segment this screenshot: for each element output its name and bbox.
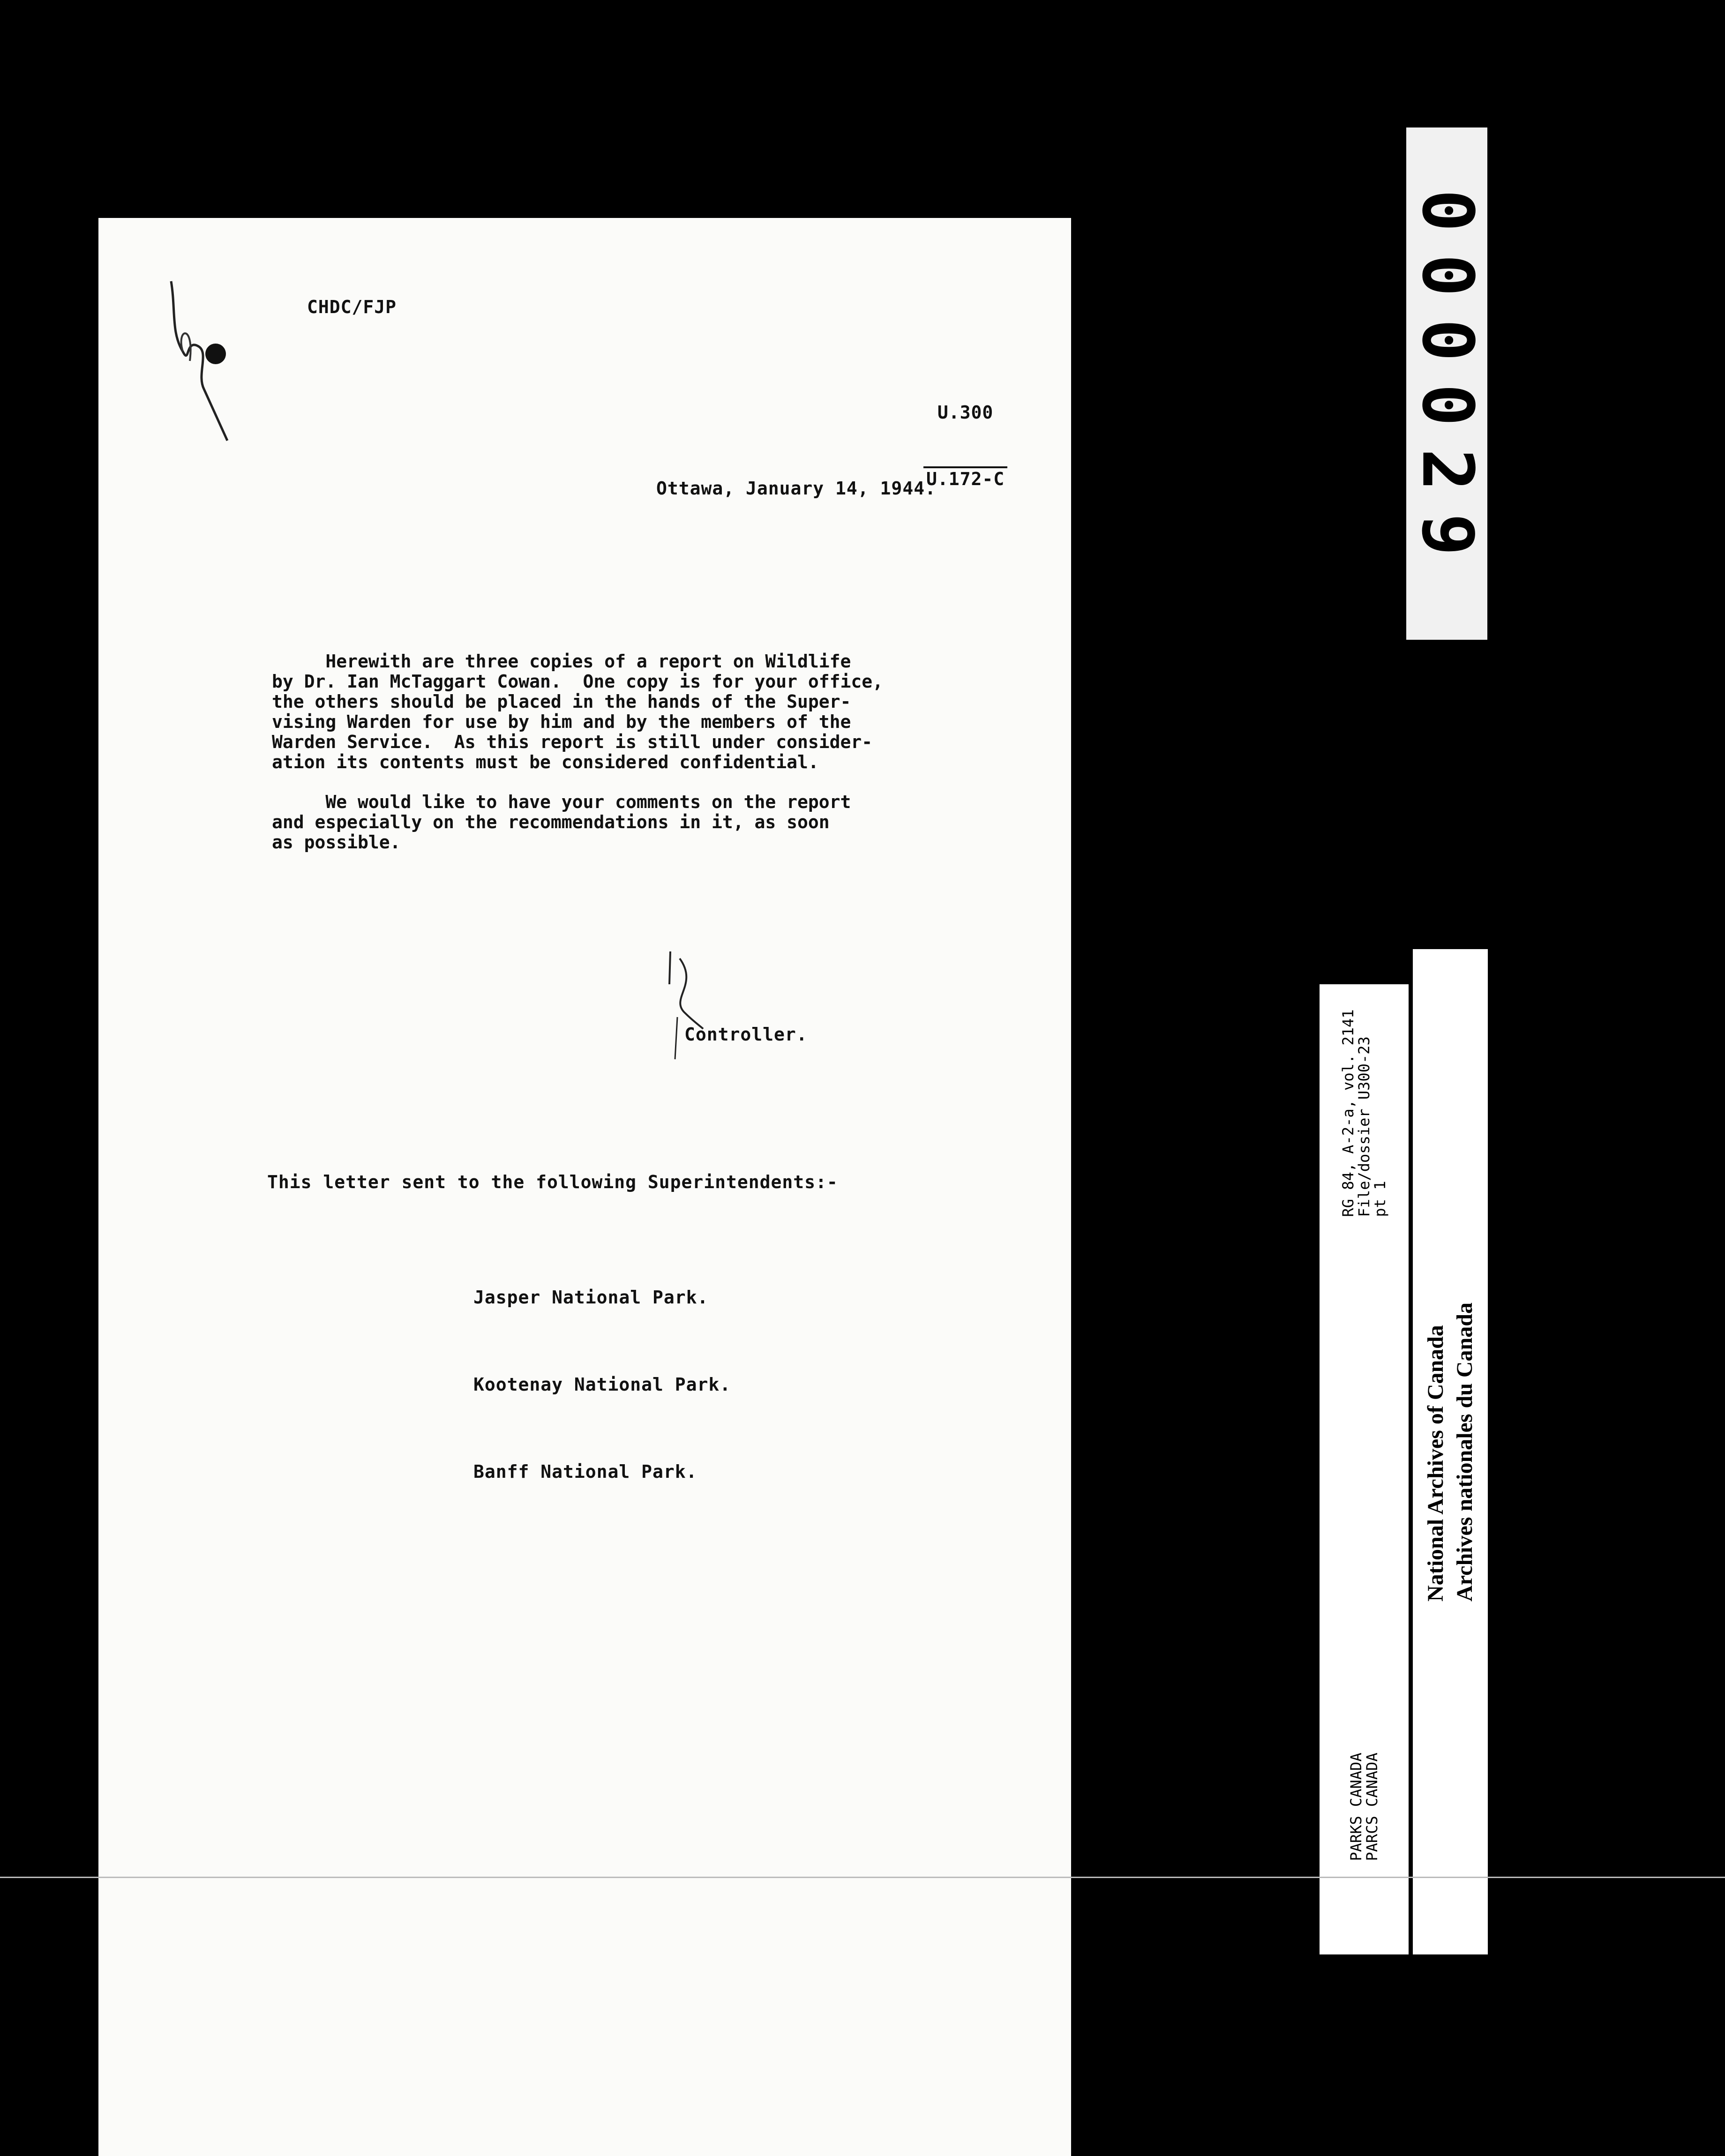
- institution-name: National Archives of Canada Archives nationales du Canada: [1423, 1302, 1477, 1602]
- file-reference: [923, 359, 1007, 533]
- parks-list: [473, 1225, 731, 1544]
- park-jasper: Jasper National Park.: [473, 1287, 709, 1308]
- park-kootenay: Kootenay National Park.: [473, 1374, 731, 1395]
- frame-number-strip: [1406, 127, 1487, 640]
- archive-reference-label: [1320, 984, 1409, 1954]
- signature-title: Controller.: [684, 1024, 808, 1045]
- letter-page: [98, 218, 1071, 2156]
- paragraph-1: Herewith are three copies of a report on Wildlife by Dr. Ian McTaggart Cowan. One copy is for your office, the others should be placed in the hands of the Super- vising Warden for use by him and by the members of the Warden Service. As this report is still under consider- ation its contents must be considered confidential.: [272, 651, 884, 772]
- park-banff: Banff National Park.: [473, 1461, 698, 1482]
- initials: CHDC/FJP: [307, 297, 397, 317]
- paragraph-2: We would like to have your comments on the report and especially on the recommendations in it, as soon as possible.: [272, 792, 851, 853]
- archive-reference: RG 84, A-2-a, vol. 2141 File/dossier U300-23 pt 1: [1339, 1009, 1389, 1217]
- department-name: PARKS CANADA PARCS CANADA: [1347, 1752, 1381, 1861]
- letter-date: Ottawa, January 14, 1944.: [656, 478, 936, 499]
- file-ref-top: U.300: [937, 402, 994, 423]
- frame-number: 000029: [1406, 189, 1488, 578]
- film-edge-line: [0, 1877, 1725, 1878]
- file-ref-bottom: U.172-C: [923, 466, 1007, 490]
- handwritten-signature: [661, 947, 712, 1069]
- institution-label: [1410, 949, 1488, 1954]
- distribution-heading: This letter sent to the following Superintendents:-: [267, 1172, 838, 1192]
- letter-body: [272, 651, 1069, 872]
- handwritten-initial-mark: [157, 253, 241, 450]
